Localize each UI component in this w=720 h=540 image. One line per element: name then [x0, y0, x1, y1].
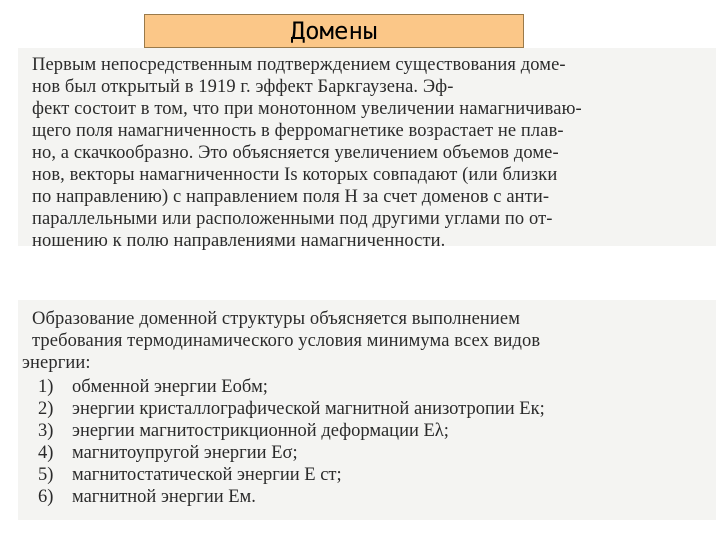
energy-list-item	[38, 464, 342, 486]
text-line: Первым непосредственным подтверждением существования доме-	[32, 55, 566, 75]
text-line: щего поля намагниченность в ферромагнетике возрастает не плав-	[32, 121, 564, 141]
text-line: энергии:	[22, 353, 91, 373]
list-number: 1)	[38, 377, 54, 397]
energy-list-item	[38, 442, 298, 464]
energy-list-item	[38, 398, 545, 420]
text-line: Образование доменной структуры объясняется выполнением	[32, 309, 521, 329]
list-text: магнитоупругой энергии Eσ;	[72, 443, 298, 463]
list-text: магнитной энергии Eм.	[72, 487, 256, 507]
list-text: магнитостатической энергии E ст;	[72, 465, 342, 485]
list-number: 6)	[38, 487, 54, 507]
text-line: фект состоит в том, что при монотонном увеличении намагничиваю-	[32, 99, 582, 119]
list-text: обменной энергии Eобм;	[72, 377, 268, 397]
text-line: нов, векторы намагниченности Is которых совпадают (или близки	[32, 165, 558, 185]
text-line: по направлению) с направлением поля H за счет доменов с анти-	[32, 187, 550, 207]
text-line: но, а скачкообразно. Это объясняется увеличением объемов доме-	[32, 143, 559, 163]
scanned-paragraph-2	[18, 300, 716, 520]
scanned-paragraph-1	[18, 48, 716, 251]
text-line: параллельными или расположенными под другими углами по от-	[32, 209, 553, 229]
list-number: 5)	[38, 465, 54, 485]
text-line: ношению к полю направлениями намагниченности.	[32, 231, 446, 251]
list-text: энергии магнитострикционной деформации Eλ;	[72, 421, 449, 441]
text-line: нов был открытый в 1919 г. эффект Баркгаузена. Эф-	[32, 77, 454, 97]
energy-list-item	[38, 420, 449, 442]
slide-title: Домены	[290, 17, 378, 45]
text-line: требования термодинамического условия минимума всех видов	[32, 331, 541, 351]
list-text: энергии кристаллографической магнитной анизотропии Eк;	[72, 399, 545, 419]
list-number: 4)	[38, 443, 54, 463]
energy-list-item	[38, 486, 256, 508]
list-number: 3)	[38, 421, 54, 441]
slide-title-box	[144, 14, 524, 48]
list-number: 2)	[38, 399, 54, 419]
energy-list-item	[38, 376, 268, 398]
